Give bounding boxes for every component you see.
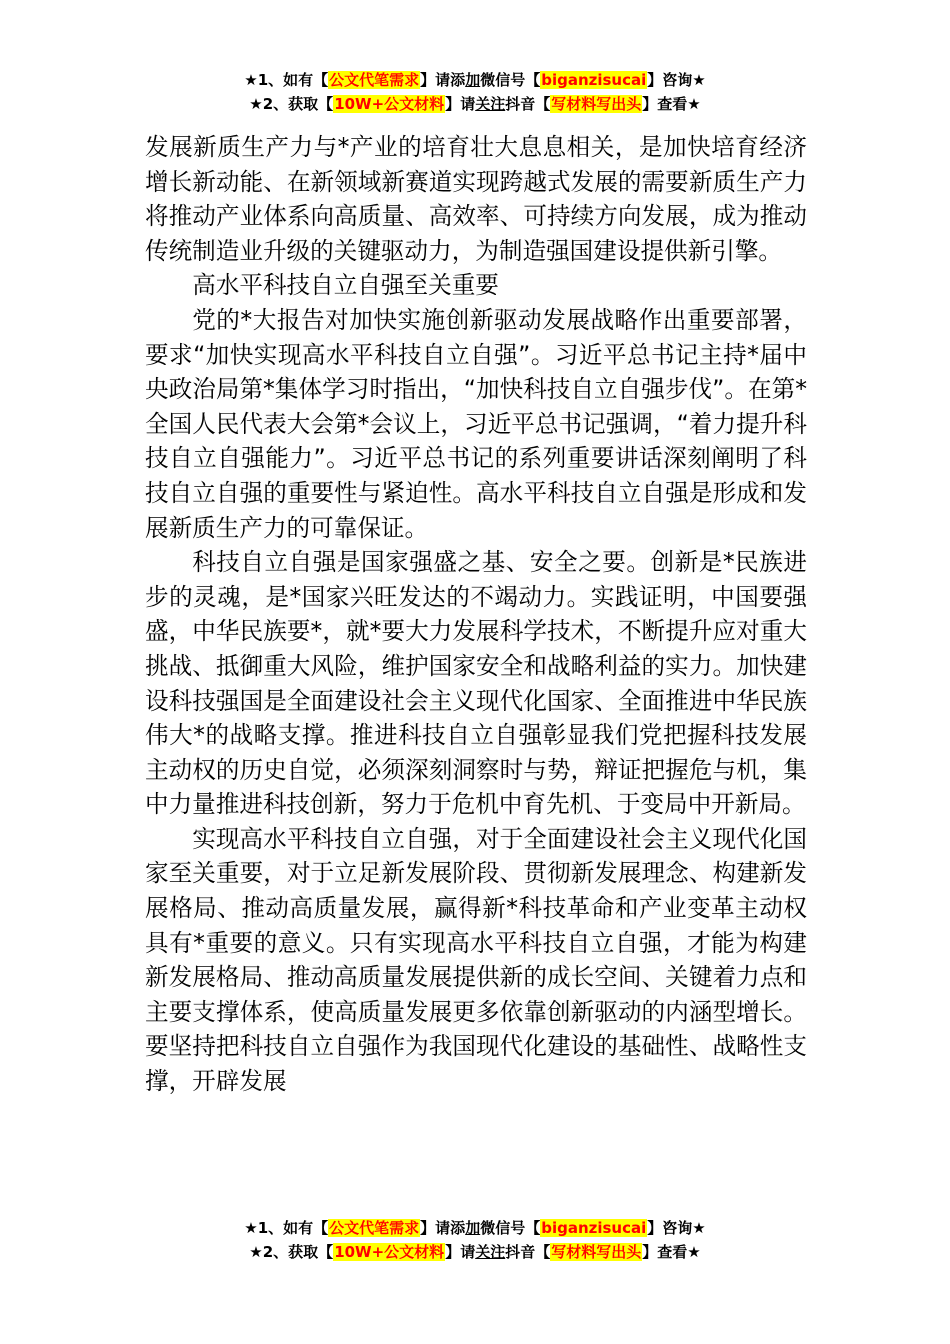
document-body	[145, 130, 807, 1099]
highlight-wechat-id: biganzisucai	[541, 1219, 647, 1237]
section-heading: 高水平科技自立自强至关重要	[192, 271, 499, 300]
paragraph-4: 实现高水平科技自立自强，对于全面建设社会主义现代化国家至关重要，对于立足新发展阶段、贯彻新发展理念、构建新发展格局、推动高质量发展，赢得新*科技革命和产业变革主动权具有*重要的意义。只有实现高水平科技自立自强，才能为构建新发展格局、推动高质量发展提供新的成长空间、关键着力点和主要支撑体系，使高质量发展更多依靠创新驱动的内涵型增长。要坚持把科技自立自强作为我国现代化建设的基础性、战略性支撑，开辟发展	[145, 824, 807, 1096]
banner-line-1: ★1、如有【公文代笔需求】请添加微信号【biganzisucai】咨询★	[244, 71, 706, 89]
banner-line-1: ★1、如有【公文代笔需求】请添加微信号【biganzisucai】咨询★	[244, 1219, 706, 1237]
highlight-service: 公文代笔需求	[329, 71, 420, 89]
highlight-wechat-id: biganzisucai	[541, 71, 647, 89]
paragraph-1: 发展新质生产力与*产业的培育壮大息息相关，是加快培育经济增长新动能、在新领域新赛道实现跨越式发展的需要新质生产力将推动产业体系向高质量、高效率、可持续方向发展，成为推动传统制造业升级的关键驱动力，为制造强国建设提供新引擎。	[145, 133, 807, 265]
highlight-douyin: 写材料写出头	[551, 95, 642, 113]
highlight-materials: 10W+公文材料	[334, 1243, 445, 1261]
highlight-materials: 10W+公文材料	[334, 95, 445, 113]
banner-line-2: ★2、获取【10W+公文材料】请关注抖音【写材料写出头】查看★	[249, 1243, 701, 1261]
highlight-douyin: 写材料写出头	[551, 1243, 642, 1261]
banner-line-2: ★2、获取【10W+公文材料】请关注抖音【写材料写出头】查看★	[249, 95, 701, 113]
header-banner	[0, 68, 950, 116]
paragraph-3: 科技自立自强是国家强盛之基、安全之要。创新是*民族进步的灵魂，是*国家兴旺发达的不竭动力。实践证明，中国要强盛，中华民族要*，就*要大力发展科学技术，不断提升应对重大挑战、抵御重大风险，维护国家安全和战略利益的实力。加快建设科技强国是全面建设社会主义现代化国家、全面推进中华民族伟大*的战略支撑。推进科技自立自强彰显我们党把握科技发展主动权的历史自觉，必须深刻洞察时与势，辩证把握危与机，集中力量推进科技创新，努力于危机中育先机、于变局中开新局。	[145, 548, 807, 819]
footer-banner	[0, 1216, 950, 1264]
highlight-service: 公文代笔需求	[329, 1219, 420, 1237]
paragraph-2: 党的*大报告对加快实施创新驱动发展战略作出重要部署，要求“加快实现高水平科技自立自强”。习近平总书记主持*届中央政治局第*集体学习时指出，“加快科技自立自强步伐”。在第*全国人民代表大会第*会议上，习近平总书记强调，“着力提升科技自立自强能力”。习近平总书记的系列重要讲话深刻阐明了科技自立自强的重要性与紧迫性。高水平科技自立自强是形成和发展新质生产力的可靠保证。	[145, 305, 807, 542]
